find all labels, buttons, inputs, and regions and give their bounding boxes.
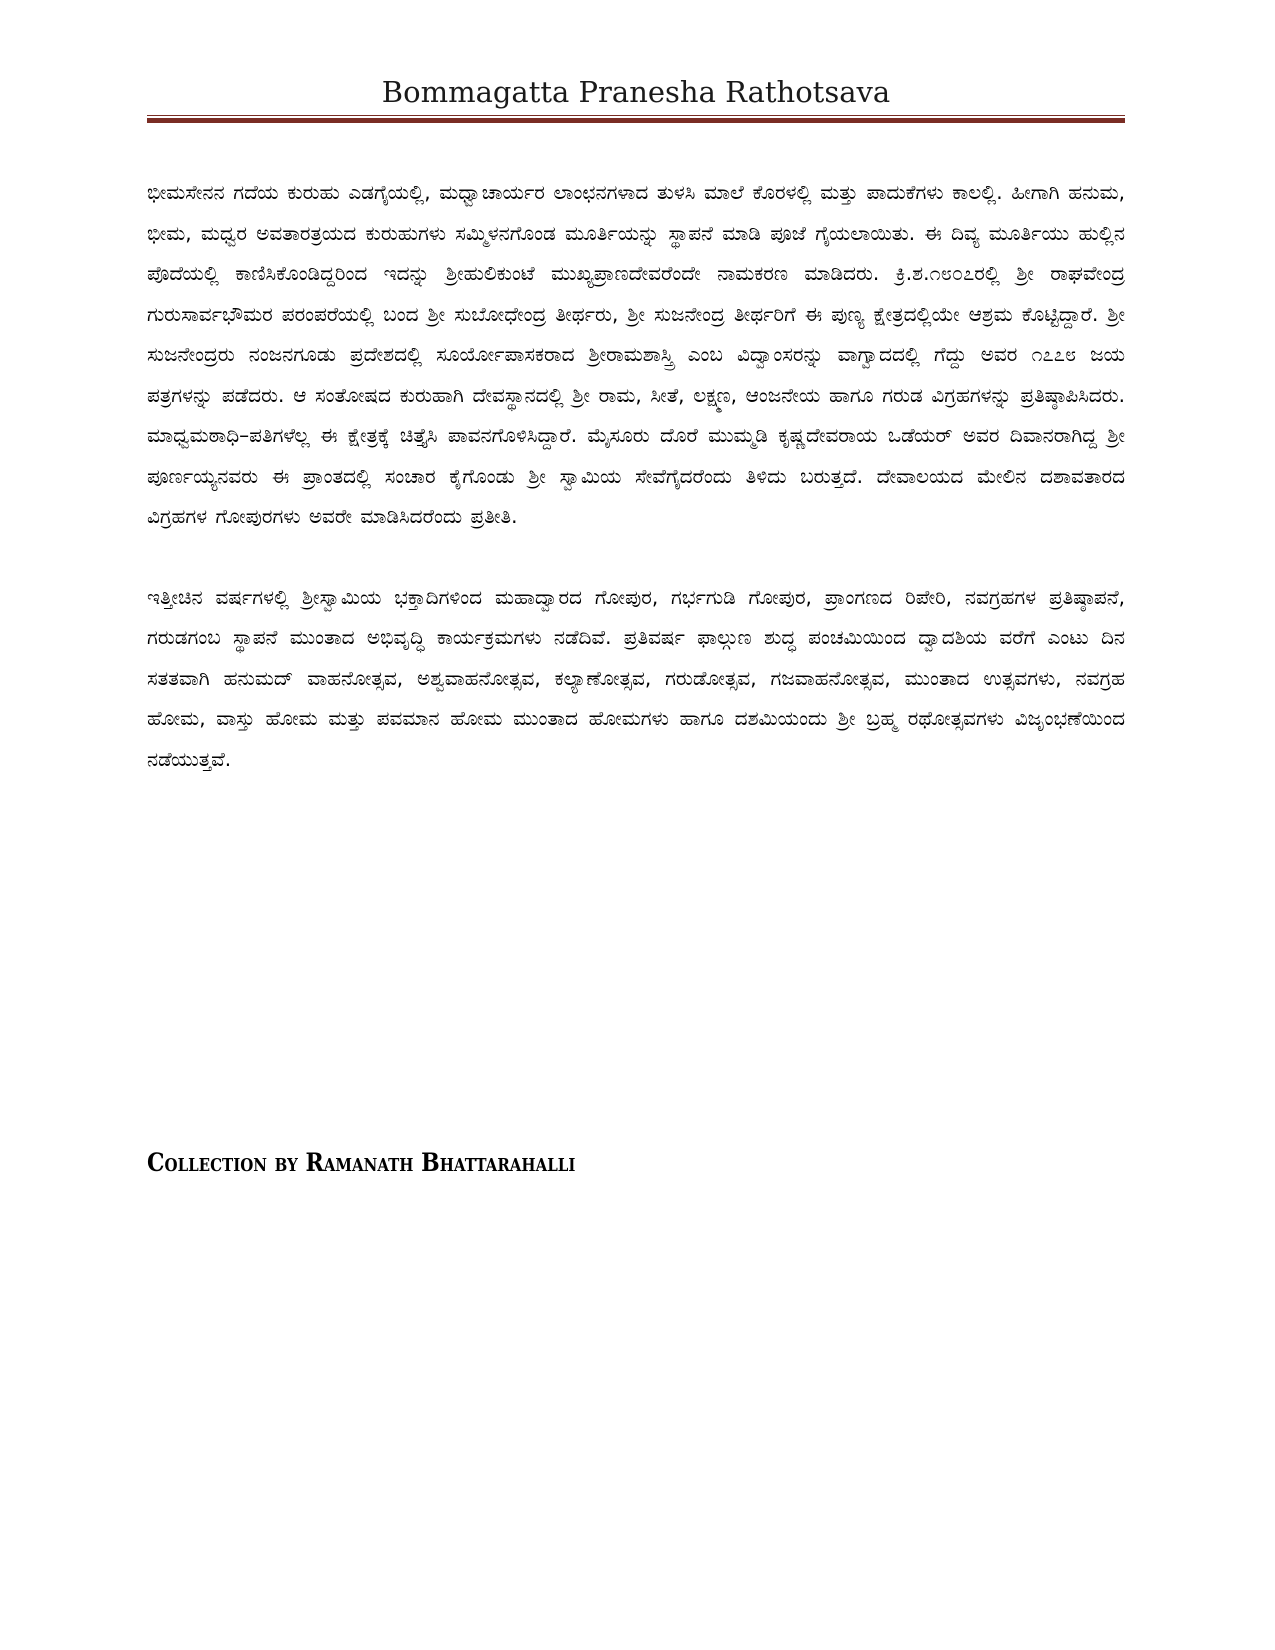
collection-credit: Collection by Ramanath Bhattarahalli [147,1148,576,1178]
page-header [147,72,1125,112]
document-body [147,172,1125,819]
paragraph-1: ಭೀಮಸೇನನ ಗದೆಯ ಕುರುಹು ಎಡಗೈಯಲ್ಲಿ, ಮಧ್ವಾಚಾರ್ಯರ ಲಾಂಛನಗಳಾದ ತುಳಸಿ ಮಾಲೆ ಕೊರಳಲ್ಲಿ ಮತ್ತು ಪಾದುಕೆಗಳು ಕಾಲಲ್ಲಿ. ಹೀಗಾಗಿ ಹನುಮ, ಭೀಮ, ಮಧ್ವರ ಅವತಾರತ್ರಯದ ಕುರುಹುಗಳು ಸಮ್ಮಿಳನಗೊಂಡ ಮೂರ್ತಿಯನ್ನು ಸ್ಥಾಪನೆ ಮಾಡಿ ಪೂಜೆ ಗೈಯಲಾಯಿತು. ಈ ದಿವ್ಯ ಮೂರ್ತಿಯು ಹುಲ್ಲಿನ ಪೊದೆಯಲ್ಲಿ ಕಾಣಿಸಿಕೊಂಡಿದ್ದರಿಂದ ಇದನ್ನು ಶ್ರೀಹುಲಿಕುಂಟೆ ಮುಖ್ಯಪ್ರಾಣದೇವರೆಂದೇ ನಾಮಕರಣ ಮಾಡಿದರು. ಕ್ರಿ.ಶ.೧೮೦೭ರಲ್ಲಿ ಶ್ರೀ ರಾಘವೇಂದ್ರ ಗುರುಸಾರ್ವಭೌಮರ ಪರಂಪರೆಯಲ್ಲಿ ಬಂದ ಶ್ರೀ ಸುಬೋಧೇಂದ್ರ ತೀರ್ಥರು, ಶ್ರೀ ಸುಜನೇಂದ್ರ ತೀರ್ಥರಿಗೆ ಈ ಪುಣ್ಯ ಕ್ಷೇತ್ರದಲ್ಲಿಯೇ ಆಶ್ರಮ ಕೊಟ್ಟಿದ್ದಾರೆ. ಶ್ರೀ ಸುಜನೇಂದ್ರರು ನಂಜನಗೂಡು ಪ್ರದೇಶದಲ್ಲಿ ಸೂರ್ಯೋಪಾಸಕರಾದ ಶ್ರೀರಾಮಶಾಸ್ತ್ರಿ ಎಂಬ ವಿದ್ವಾಂಸರನ್ನು ವಾಗ್ವಾದದಲ್ಲಿ ಗೆದ್ದು ಅವರ ೧೭೭೮ ಜಯ ಪತ್ರಗಳನ್ನು ಪಡೆದರು. ಆ ಸಂತೋಷದ ಕುರುಹಾಗಿ ದೇವಸ್ಥಾನದಲ್ಲಿ ಶ್ರೀ ರಾಮ, ಸೀತೆ, ಲಕ್ಷ್ಮಣ, ಆಂಜನೇಯ ಹಾಗೂ ಗರುಡ ವಿಗ್ರಹಗಳನ್ನು ಪ್ರತಿಷ್ಠಾಪಿಸಿದರು. ಮಾಧ್ವಮಠಾಧಿ–ಪತಿಗಳೆಲ್ಲ ಈ ಕ್ಷೇತ್ರಕ್ಕೆ ಚಿತ್ತೈಸಿ ಪಾವನಗೊಳಿಸಿದ್ದಾರೆ. ಮೈಸೂರು ದೊರೆ ಮುಮ್ಮಡಿ ಕೃಷ್ಣದೇವರಾಯ ಒಡೆಯರ್ ಅವರ ದಿವಾನರಾಗಿದ್ದ ಶ್ರೀ ಪೂರ್ಣಯ್ಯನವರು ಈ ಪ್ರಾಂತದಲ್ಲಿ ಸಂಚಾರ ಕೈಗೊಂಡು ಶ್ರೀ ಸ್ವಾಮಿಯ ಸೇವೆಗೈದರೆಂದು ತಿಳಿದು ಬರುತ್ತದೆ. ದೇವಾಲಯದ ಮೇಲಿನ ದಶಾವತಾರದ ವಿಗ್ರಹಗಳ ಗೋಪುರಗಳು ಅವರೇ ಮಾಡಿಸಿದರೆಂದು ಪ್ರತೀತಿ. [147,180,1125,528]
header-rule-thick [147,118,1125,123]
paragraph-2: ಇತ್ತೀಚಿನ ವರ್ಷಗಳಲ್ಲಿ ಶ್ರೀಸ್ವಾಮಿಯ ಭಕ್ತಾದಿಗಳಿಂದ ಮಹಾದ್ವಾರದ ಗೋಪುರ, ಗರ್ಭಗುಡಿ ಗೋಪುರ, ಪ್ರಾಂಗಣದ ರಿಪೇರಿ, ನವಗ್ರಹಗಳ ಪ್ರತಿಷ್ಠಾಪನೆ, ಗರುಡಗಂಬ ಸ್ಥಾಪನೆ ಮುಂತಾದ ಅಭಿವೃದ್ಧಿ ಕಾರ್ಯಕ್ರಮಗಳು ನಡೆದಿವೆ. ಪ್ರತಿವರ್ಷ ಫಾಲ್ಗುಣ ಶುದ್ಧ ಪಂಚಮಿಯಿಂದ ದ್ವಾದಶಿಯ ವರೆಗೆ ಎಂಟು ದಿನ ಸತತವಾಗಿ ಹನುಮದ್ ವಾಹನೋತ್ಸವ, ಅಶ್ವವಾಹನೋತ್ಸವ, ಕಲ್ಯಾಣೋತ್ಸವ, ಗರುಡೋತ್ಸವ, ಗಜವಾಹನೋತ್ಸವ, ಮುಂತಾದ ಉತ್ಸವಗಳು, ನವಗ್ರಹ ಹೋಮ, ವಾಸ್ತು ಹೋಮ ಮತ್ತು ಪವಮಾನ ಹೋಮ ಮುಂತಾದ ಹೋಮಗಳು ಹಾಗೂ ದಶಮಿಯಂದು ಶ್ರೀ ಬ್ರಹ್ಮ ರಥೋತ್ಸವಗಳು ವಿಜೃಂಭಣೆಯಿಂದ ನಡೆಯುತ್ತವೆ. [147,584,1125,771]
header-rule-thin [147,115,1125,116]
page-title: Bommagatta Pranesha Rathotsava [381,75,891,109]
